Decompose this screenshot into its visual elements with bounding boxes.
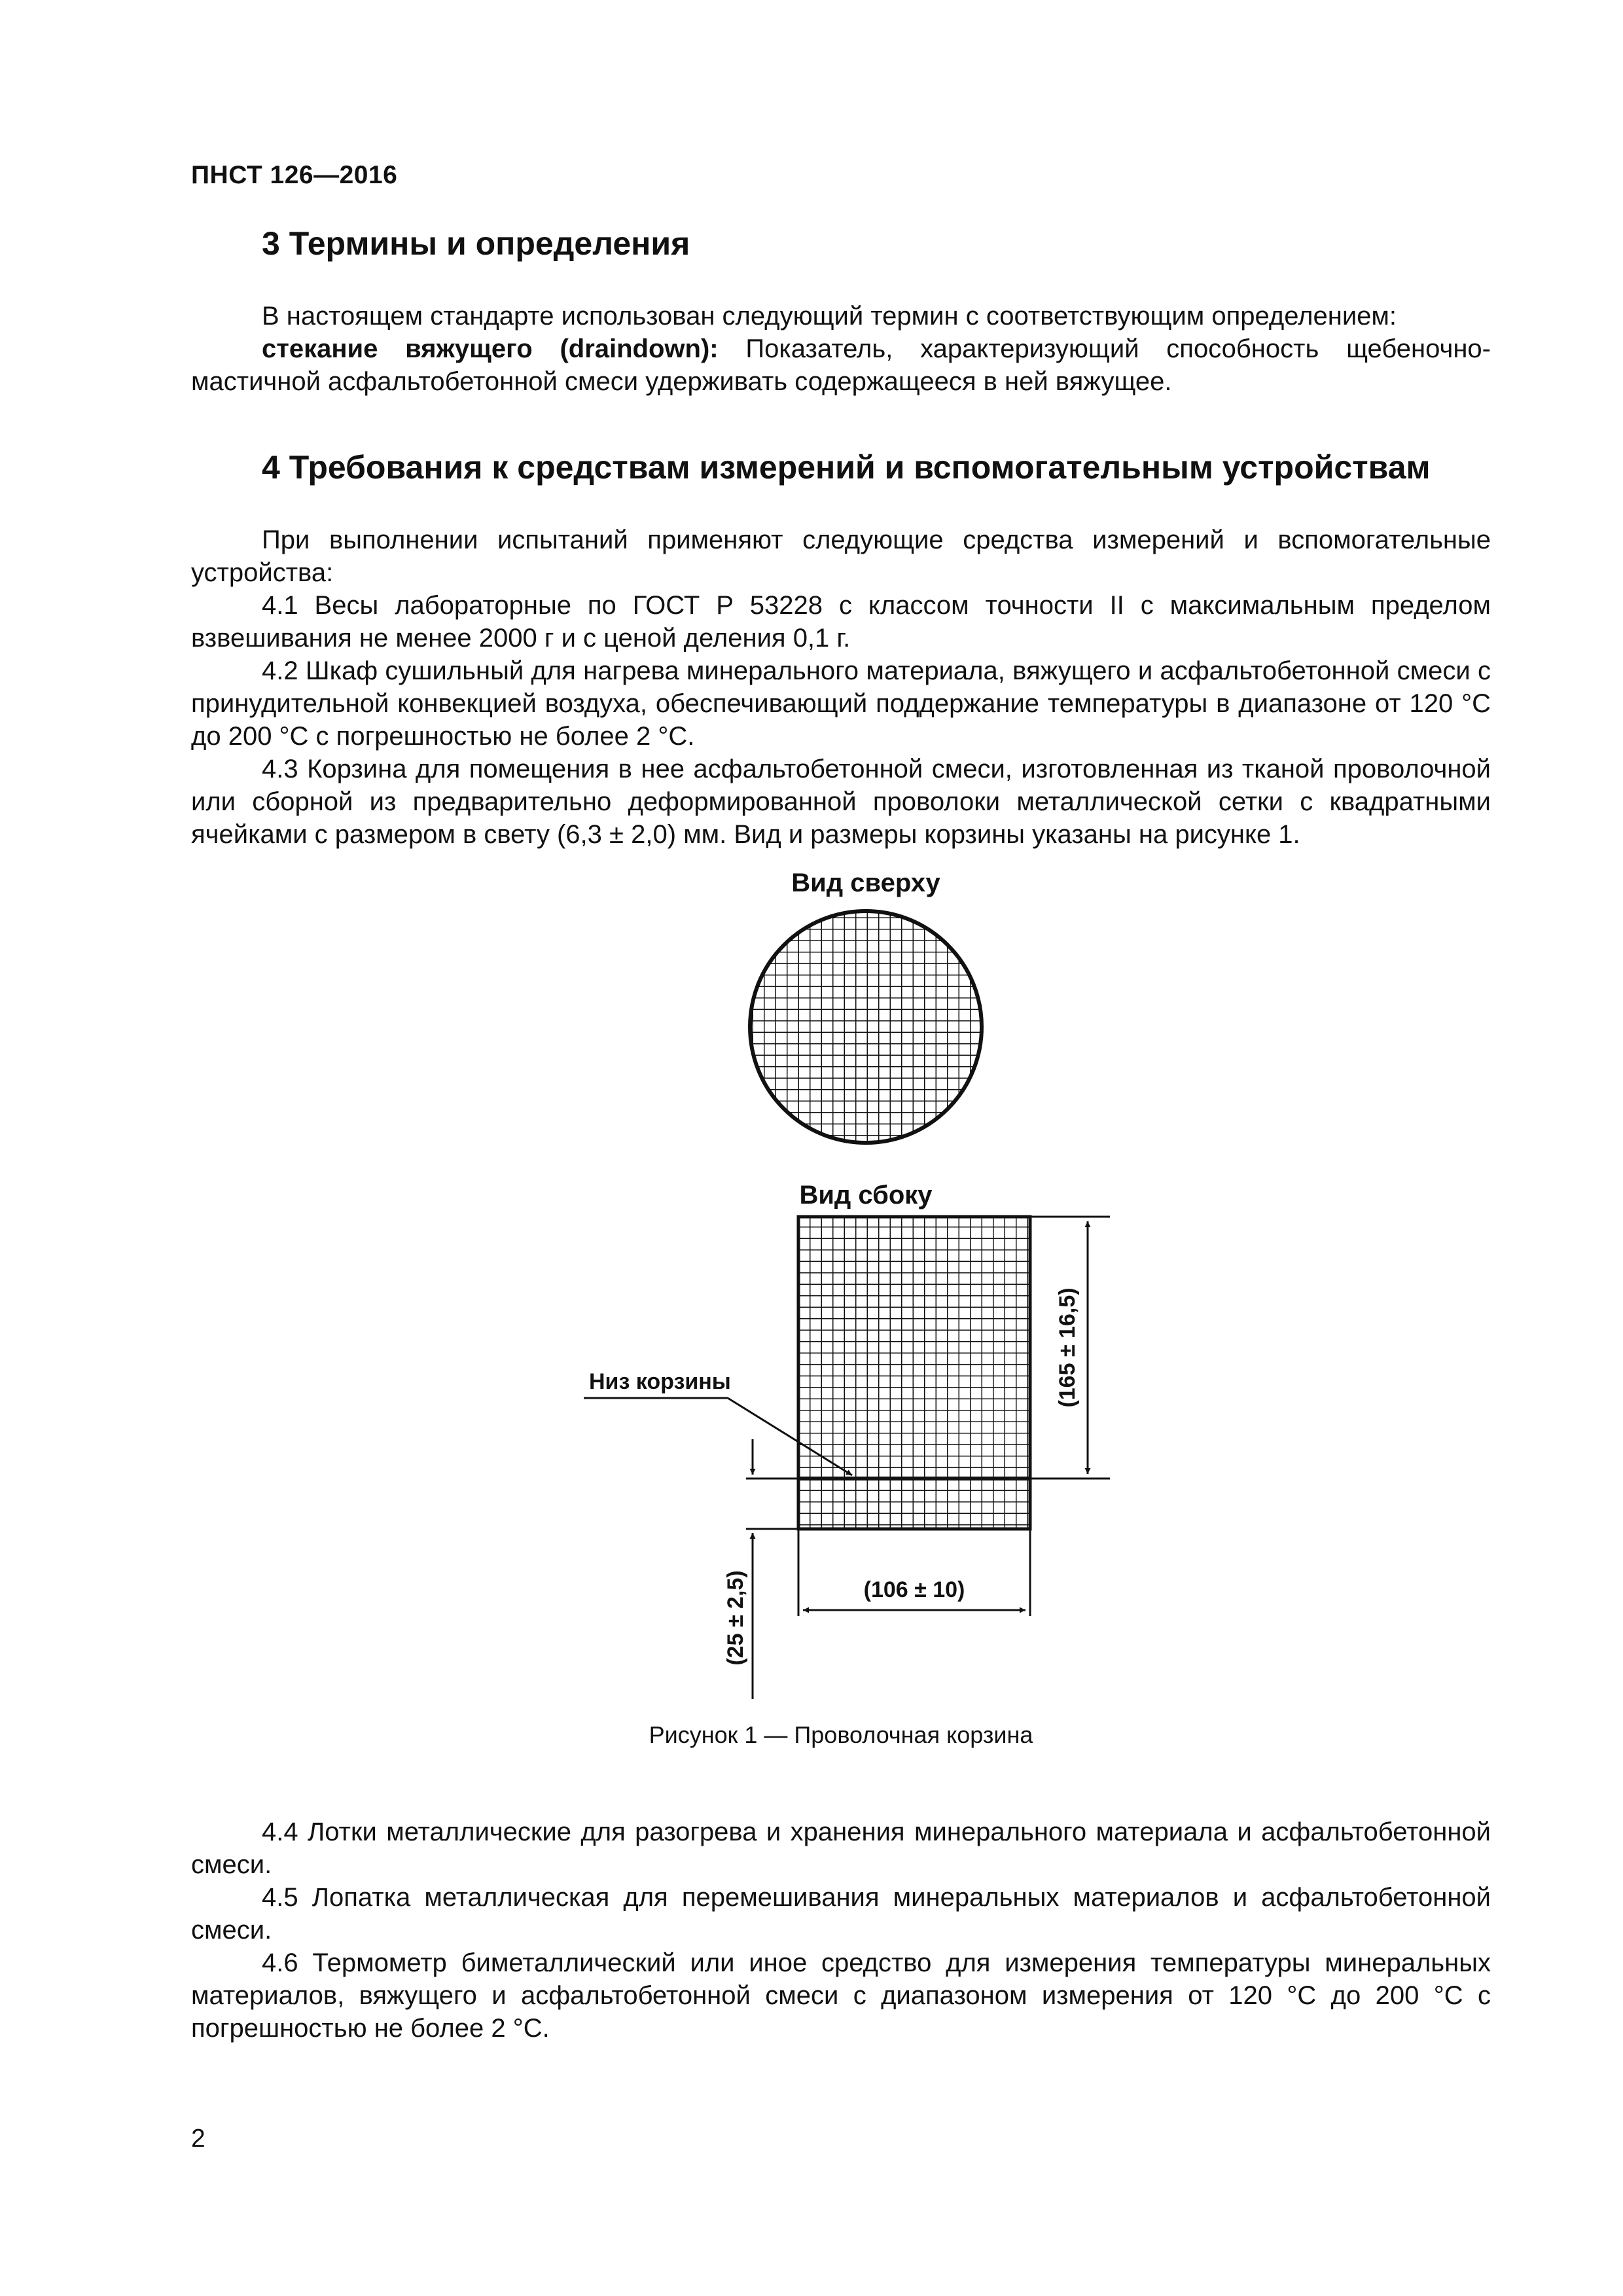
item-4-2: 4.2 Шкаф сушильный для нагрева минерального материала, вяжущего и асфальтобетонной смеси с принудительной конвекцией воздуха, обеспечивающий поддержание температуры в диапазоне от 120 °С до 200 °С с погрешностью не более 2 °С. — [191, 656, 1491, 751]
section-3-heading: 3 Термины и определения — [262, 225, 690, 262]
item-4-3: 4.3 Корзина для помещения в нее асфальтобетонной смеси, изготовленная из тканой проволочной или сборной из предварительно деформированной проволоки металлической сетки с квадратными ячейками с размером в свету (6,3 ± 2,0) мм. Вид и размеры корзины указаны на рисунке 1. — [191, 755, 1491, 849]
term-definition — [191, 332, 1491, 398]
item-4-4: 4.4 Лотки металлические для разогрева и хранения минерального материала и асфальтобетонной смеси. — [191, 1818, 1491, 1879]
term-definition-text: Показатель, характеризующий способность щебеночно-мастичной асфальтобетонной смеси удерживать содержащееся в ней вяжущее. — [191, 334, 1491, 396]
item-4-1: 4.1 Весы лабораторные по ГОСТ Р 53228 с классом точности II с максимальным пределом взвешивания не менее 2000 г и с ценой деления 0,1 г. — [191, 591, 1491, 653]
height-dimension-label: (165 ± 16,5) — [1055, 1287, 1080, 1408]
offset-dimension-label: (25 ± 2,5) — [723, 1570, 748, 1666]
wire-basket-drawing — [191, 860, 1491, 1711]
side-view-label: Вид сбоку — [799, 1181, 933, 1210]
top-view-label: Вид сверху — [791, 869, 940, 897]
basket-top-view — [750, 911, 982, 1143]
item-4-6: 4.6 Термометр биметаллический или иное средство для измерения температуры минеральных материалов, вяжущего и асфальтобетонной смеси с диапазоном измерения от 120 °С до 200 °С с погрешностью не более 2 °С. — [191, 1948, 1491, 2043]
width-dimension-label: (106 ± 10) — [863, 1577, 965, 1602]
figure-caption: Рисунок 1 — Проволочная корзина — [649, 1721, 1033, 1748]
basket-bottom-label: Низ корзины — [589, 1369, 731, 1394]
section-3-intro: В настоящем стандарте использован следующий термин с соответствующим определением: — [262, 302, 1397, 331]
page-content — [191, 223, 1491, 2045]
document-code: ПНСТ 126—2016 — [191, 161, 398, 189]
page-number: 2 — [191, 2125, 205, 2153]
basket-side-view — [798, 1217, 1030, 1529]
term-name: стекание вяжущего (draindown): — [262, 334, 746, 363]
item-4-5: 4.5 Лопатка металлическая для перемешивания минеральных материалов и асфальтобетонной смеси. — [191, 1883, 1491, 1945]
section-4-heading: 4 Требования к средствам измерений и вспомогательным устройствам — [262, 449, 1431, 486]
section-4-intro: При выполнении испытаний применяют следующие средства измерений и вспомогательные устройства: — [191, 526, 1491, 587]
figure-1 — [191, 860, 1491, 1816]
